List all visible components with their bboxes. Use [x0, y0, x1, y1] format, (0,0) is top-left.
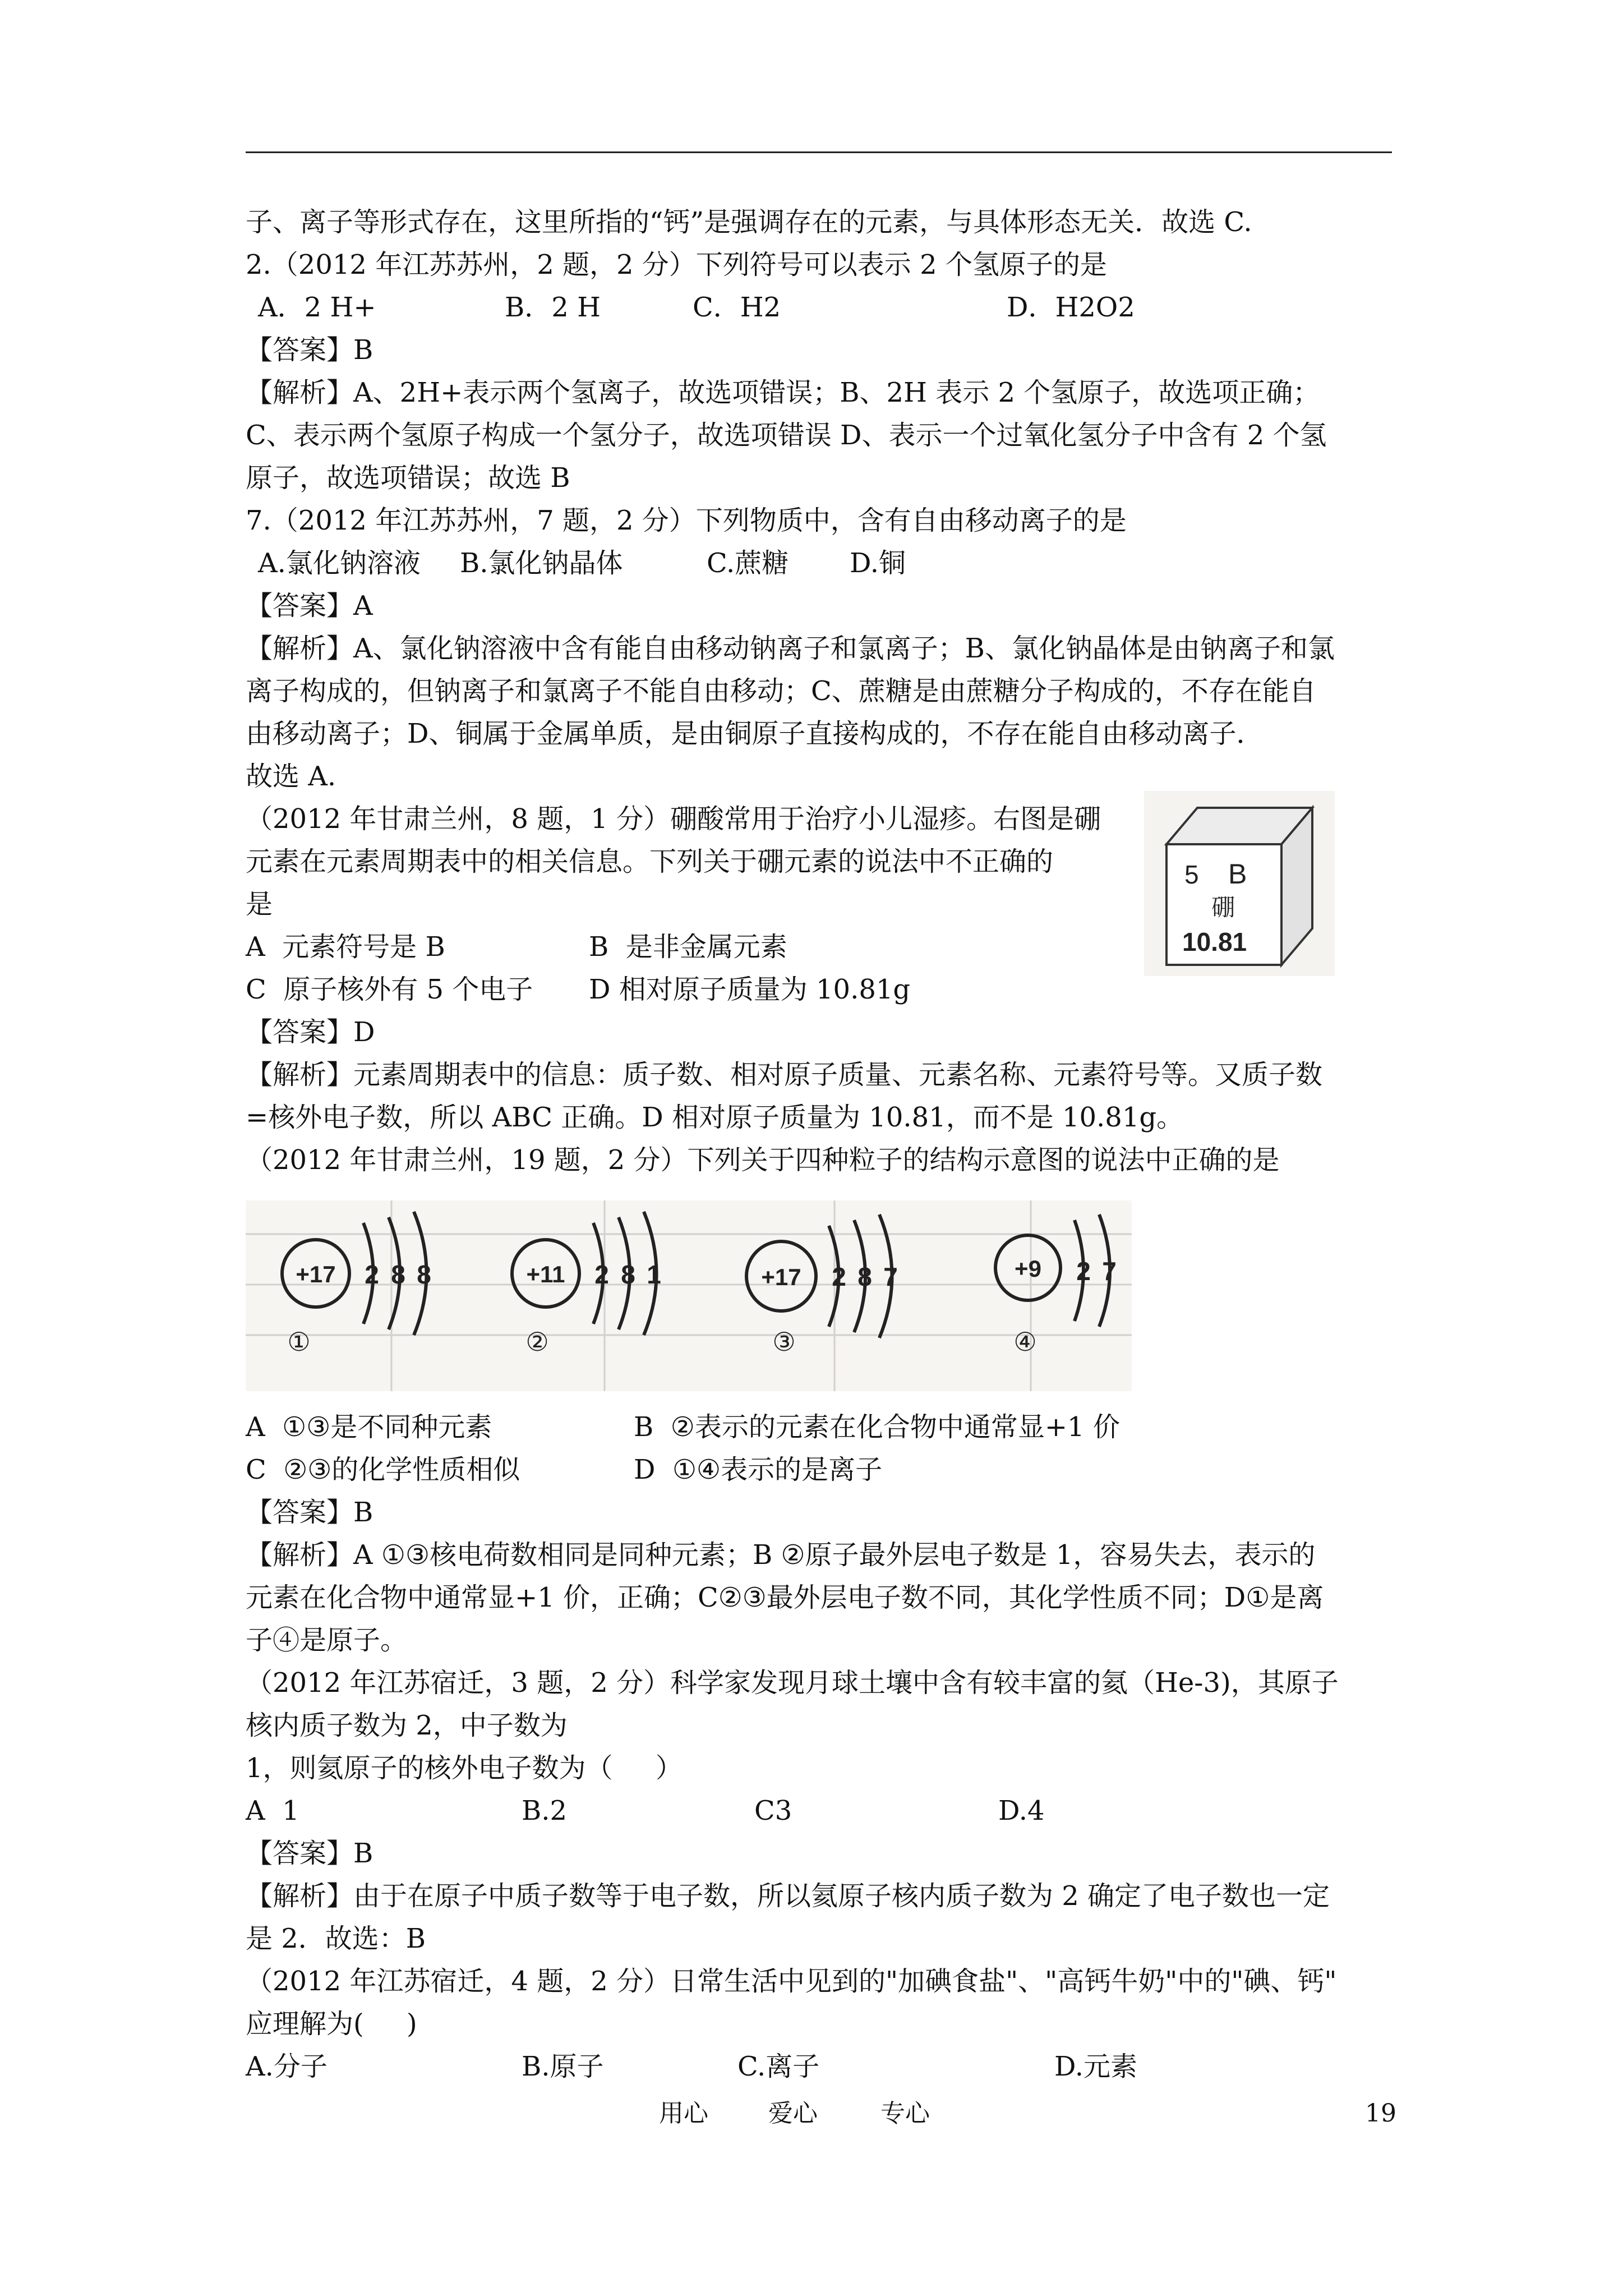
footer-motto-2: 爱心: [768, 2099, 818, 2128]
text-line: 子、离子等形式存在，这里所指的“钙”是强调存在的元素，与具体形态无关．故选 C.: [246, 206, 1252, 238]
analysis-line: 元素在化合物中通常显+1 价，正确；C②③最外层电子数不同，其化学性质不同；D①是离: [246, 1582, 1324, 1613]
analysis-line: 【解析】A ①③核电荷数相同是同种元素；B ②原子最外层电子数是 1，容易失去，表示的: [246, 1539, 1316, 1571]
particle-label: ②: [525, 1327, 549, 1357]
analysis-line: 【解析】元素周期表中的信息：质子数、相对原子质量、元素名称、元素符号等。又质子数: [246, 1059, 1323, 1091]
answer-line: 【答案】B: [246, 1838, 374, 1869]
option-b: B.2: [522, 1795, 568, 1826]
atomic-mass: 10.81: [1182, 927, 1247, 956]
shell-electrons: 8: [621, 1260, 635, 1289]
question-stem: 2.（2012 年江苏苏州，2 题，2 分）下列符号可以表示 2 个氢原子的是: [246, 249, 1107, 280]
question-stem: 是: [246, 889, 273, 920]
shell-electrons: 2: [1076, 1257, 1091, 1286]
atomic-number: 5: [1184, 860, 1199, 889]
boron-element-figure: [1144, 791, 1335, 976]
footer-motto-1: 用心: [659, 2099, 708, 2128]
shell-electrons: 8: [391, 1260, 405, 1289]
particle-label: ④: [1013, 1327, 1037, 1357]
boron-cube-drawing: [1144, 791, 1335, 976]
option-c: C ②③的化学性质相似: [246, 1454, 520, 1485]
question-stem: （2012 年江苏宿迁，3 题，2 分）科学家发现月球土壤中含有较丰富的氦（He-3)，其原子: [246, 1667, 1339, 1699]
option-a: A 元素符号是 B: [246, 931, 445, 963]
page-number: 19: [1365, 2099, 1396, 2128]
shell-electrons: 1: [647, 1260, 661, 1289]
question-stem: 核内质子数为 2，中子数为: [246, 1710, 568, 1741]
nucleus-charge: +17: [761, 1264, 801, 1290]
shell-electrons: 7: [883, 1262, 898, 1291]
option-a: A 1: [246, 1795, 299, 1826]
shell-electrons: 2: [832, 1262, 846, 1291]
option-d: D ①④表示的是离子: [634, 1454, 883, 1485]
answer-line: 【答案】B: [246, 334, 374, 366]
option-b: B ②表示的元素在化合物中通常显+1 价: [634, 1411, 1120, 1443]
option-b: B.氯化钠晶体: [460, 547, 623, 579]
shell-electrons: 7: [1102, 1257, 1117, 1286]
element-symbol: B: [1228, 858, 1247, 890]
option-a: A．2 H+: [258, 292, 376, 323]
shell-electrons: 2: [365, 1260, 379, 1289]
nucleus-charge: +11: [526, 1261, 565, 1287]
analysis-line: 【解析】A、2H+表示两个氢离子，故选项错误；B、2H 表示 2 个氢原子，故选项正确；: [246, 377, 1320, 408]
shell-electrons: 8: [857, 1262, 872, 1291]
answer-line: 【答案】B: [246, 1497, 374, 1528]
question-stem: 7.（2012 年江苏苏州，7 题，2 分）下列物质中，含有自由移动离子的是: [246, 505, 1127, 536]
option-c: C.离子: [737, 2051, 820, 2082]
option-b: B．2 H: [505, 292, 601, 323]
analysis-line: 是 2．故选：B: [246, 1923, 426, 1954]
analysis-line: =核外电子数，所以 ABC 正确。D 相对原子质量为 10.81，而不是 10.81g。: [246, 1102, 1184, 1133]
option-d: D.元素: [1054, 2051, 1138, 2082]
answer-line: 【答案】D: [246, 1016, 375, 1048]
analysis-line: 【解析】A、氯化钠溶液中含有能自由移动钠离子和氯离子；B、氯化钠晶体是由钠离子和氯: [246, 633, 1335, 664]
analysis-line: 故选 A.: [246, 761, 336, 792]
shell-electrons: 2: [594, 1260, 609, 1289]
option-d: D.铜: [850, 547, 906, 579]
question-stem: 元素在元素周期表中的相关信息。下列关于硼元素的说法中不正确的: [246, 846, 1054, 877]
question-stem: 应理解为( ): [246, 2008, 417, 2040]
option-d: D.4: [998, 1795, 1045, 1826]
option-d: D．H2O2: [1007, 292, 1135, 323]
analysis-line: 离子构成的，但钠离子和氯离子不能自由移动；C、蔗糖是由蔗糖分子构成的，不存在能自: [246, 675, 1316, 707]
option-a: A.氯化钠溶液: [258, 547, 421, 579]
footer-motto-3: 专心: [880, 2099, 930, 2128]
question-stem: 1，则氦原子的核外电子数为（ ）: [246, 1752, 683, 1784]
question-stem: （2012 年甘肃兰州，8 题，1 分）硼酸常用于治疗小儿湿疹。右图是硼: [246, 803, 1101, 835]
analysis-line: 原子，故选项错误；故选 B: [246, 462, 570, 494]
option-a: A.分子: [246, 2051, 328, 2082]
particle-label: ③: [772, 1327, 796, 1357]
nucleus-charge: +17: [296, 1261, 336, 1287]
analysis-line: 【解析】由于在原子中质子数等于电子数，所以氦原子核内质子数为 2 确定了电子数也一定: [246, 1880, 1330, 1912]
option-c: C.蔗糖: [707, 547, 789, 579]
option-c: C．H2: [693, 292, 781, 323]
option-b: B.原子: [522, 2051, 604, 2082]
particle-structure-figure: [246, 1200, 1132, 1391]
analysis-line: 由移动离子；D、铜属于金属单质，是由铜原子直接构成的，不存在能自由移动离子．: [246, 718, 1264, 749]
option-c: C3: [754, 1795, 792, 1826]
option-b: B 是非金属元素: [589, 931, 787, 963]
option-d: D 相对原子质量为 10.81g: [589, 974, 911, 1005]
header-rule: [246, 151, 1392, 153]
particle-diagrams: [246, 1200, 1132, 1391]
question-stem: （2012 年江苏宿迁，4 题，2 分）日常生活中见到的"加碘食盐"、"高钙牛奶"中的"碘、钙": [246, 1966, 1337, 1997]
answer-line: 【答案】A: [246, 590, 373, 622]
analysis-line: 子④是原子。: [246, 1625, 408, 1656]
option-c: C 原子核外有 5 个电子: [246, 974, 533, 1005]
question-stem: （2012 年甘肃兰州，19 题，2 分）下列关于四种粒子的结构示意图的说法中正确的是: [246, 1144, 1280, 1176]
element-name: 硼: [1211, 894, 1235, 921]
analysis-line: C、表示两个氢原子构成一个氢分子，故选项错误 D、表示一个过氧化氢分子中含有 2 个氢: [246, 420, 1327, 451]
option-a: A ①③是不同种元素: [246, 1411, 492, 1443]
particle-label: ①: [287, 1327, 311, 1357]
nucleus-charge: +9: [1015, 1255, 1041, 1282]
shell-electrons: 8: [417, 1260, 431, 1289]
